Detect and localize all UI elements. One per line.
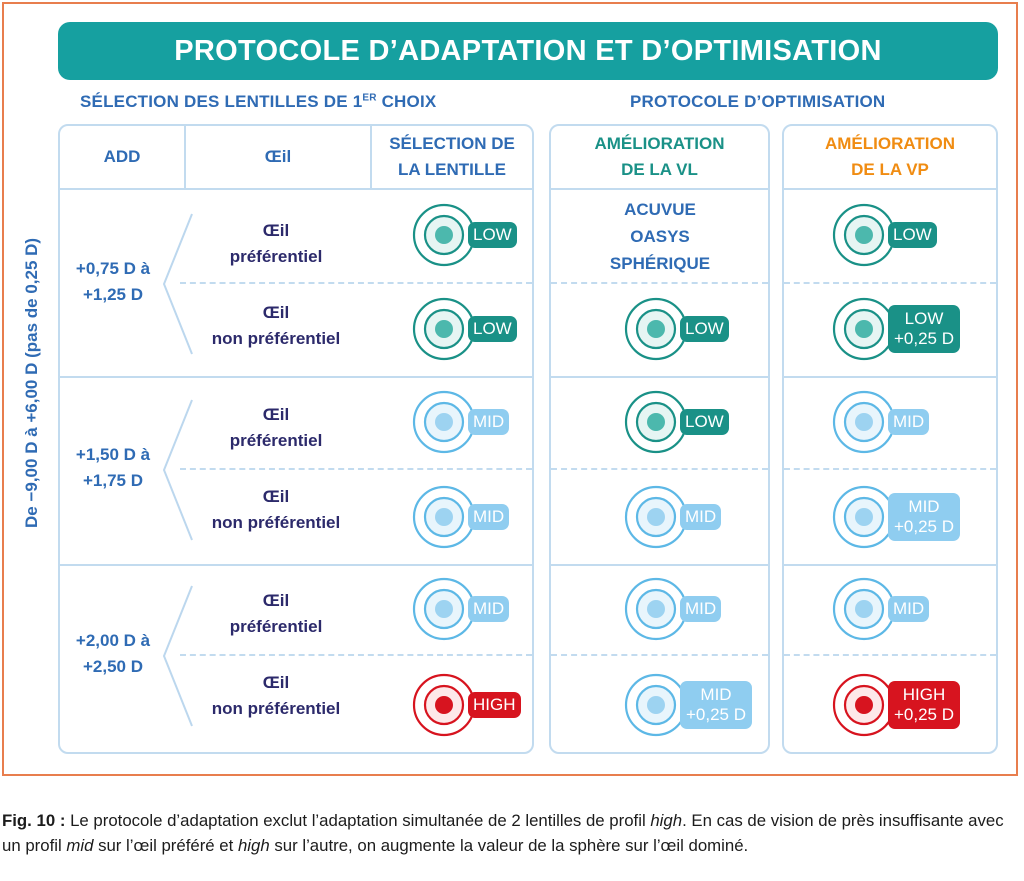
profile-badge: MID <box>888 596 929 622</box>
lens-low-icon <box>412 297 476 361</box>
eye-label: Œil préférentiel <box>229 221 323 266</box>
row-separator <box>180 654 532 656</box>
lens-marker <box>832 390 929 454</box>
header-add: ADD <box>103 147 141 166</box>
header-oeil: Œil <box>264 147 292 166</box>
lens-mid-icon <box>412 485 476 549</box>
profile-badge: MID <box>680 504 721 530</box>
lens-mid-icon <box>832 485 896 549</box>
profile-badge: MID <box>468 409 509 435</box>
eye-label: Œil non préférentiel <box>211 673 341 718</box>
eye-label: Œil non préférentiel <box>211 303 341 348</box>
lens-mid-icon <box>412 390 476 454</box>
add-range-label: +1,50 D à +1,75 D <box>75 445 151 490</box>
add-range-label: +0,75 D à +1,25 D <box>75 259 151 304</box>
lens-low-icon <box>832 203 896 267</box>
eye-label: Œil non préférentiel <box>211 487 341 532</box>
profile-badge: MID <box>680 596 721 622</box>
row-separator <box>551 468 768 470</box>
divider <box>784 188 996 190</box>
lens-marker <box>412 673 521 737</box>
divider <box>551 564 768 566</box>
eye-label: Œil préférentiel <box>229 405 323 450</box>
divider <box>784 564 996 566</box>
row-separator <box>784 282 996 284</box>
lens-mid-icon <box>832 390 896 454</box>
lens-marker <box>624 297 729 361</box>
profile-badge: MID <box>468 504 509 530</box>
divider <box>551 376 768 378</box>
profile-badge: MID +0,25 D <box>680 681 752 729</box>
lens-marker <box>412 297 517 361</box>
lens-marker <box>412 485 509 549</box>
lens-low-icon <box>624 297 688 361</box>
lens-marker <box>832 297 960 361</box>
divider <box>784 376 996 378</box>
right-section-heading: PROTOCOLE D’OPTIMISATION <box>630 92 886 111</box>
lens-low-icon <box>624 390 688 454</box>
lens-marker <box>624 390 729 454</box>
lens-marker <box>412 203 517 267</box>
row-separator <box>784 468 996 470</box>
lens-marker <box>832 485 960 549</box>
lens-marker <box>412 390 509 454</box>
divider <box>60 564 532 566</box>
row-separator <box>180 468 532 470</box>
lens-marker <box>624 577 721 641</box>
figure-caption: Fig. 10 : Le protocole d’adaptation exclut l’adaptation simultanée de 2 lentilles de profil high. En cas de vision de près insuffisante avec un profil mid sur l’œil préféré et high sur l’autre, on augmente la valeur de la sphère sur l’œil dominé. <box>2 811 1004 855</box>
lens-high-icon <box>412 673 476 737</box>
lens-low-icon <box>832 297 896 361</box>
lens-marker <box>412 577 509 641</box>
profile-badge: MID <box>468 596 509 622</box>
add-range-label: +2,00 D à +2,50 D <box>75 631 151 676</box>
header-vl: AMÉLIORATION DE LA VL <box>594 134 725 179</box>
lens-mid-icon <box>832 577 896 641</box>
profile-badge: LOW <box>680 409 729 435</box>
page-title: PROTOCOLE D’ADAPTATION ET D’OPTIMISATION <box>58 22 998 80</box>
power-range-label: De −9,00 D à +6,00 D (pas de 0,25 D) <box>22 237 41 528</box>
lens-high-icon <box>832 673 896 737</box>
acuvue-oasys-text: ACUVUE OASYS SPHÉRIQUE <box>609 200 711 273</box>
lens-marker <box>832 577 929 641</box>
row-separator <box>551 282 768 284</box>
header-selection: SÉLECTION DE LA LENTILLE <box>389 134 515 179</box>
lens-mid-icon <box>624 577 688 641</box>
divider <box>551 188 768 190</box>
lens-mid-icon <box>624 673 688 737</box>
profile-badge: HIGH +0,25 D <box>888 681 960 729</box>
row-separator <box>180 282 532 284</box>
profile-badge: MID <box>888 409 929 435</box>
lens-marker <box>832 673 960 737</box>
lens-marker <box>624 485 721 549</box>
profile-badge: LOW +0,25 D <box>888 305 960 353</box>
divider <box>60 188 532 190</box>
lens-mid-icon <box>412 577 476 641</box>
profile-badge: LOW <box>888 222 937 248</box>
lens-marker <box>624 673 752 737</box>
row-separator <box>784 654 996 656</box>
lens-marker <box>832 203 937 267</box>
lens-mid-icon <box>624 485 688 549</box>
profile-badge: HIGH <box>468 692 521 718</box>
profile-badge: MID +0,25 D <box>888 493 960 541</box>
divider <box>60 376 532 378</box>
profile-badge: LOW <box>468 316 517 342</box>
lens-low-icon <box>412 203 476 267</box>
header-vp: AMÉLIORATION DE LA VP <box>824 134 955 179</box>
row-separator <box>551 654 768 656</box>
left-section-heading: SÉLECTION DES LENTILLES DE 1ER CHOIX <box>80 92 437 111</box>
profile-badge: LOW <box>468 222 517 248</box>
eye-label: Œil préférentiel <box>229 591 323 636</box>
profile-badge: LOW <box>680 316 729 342</box>
